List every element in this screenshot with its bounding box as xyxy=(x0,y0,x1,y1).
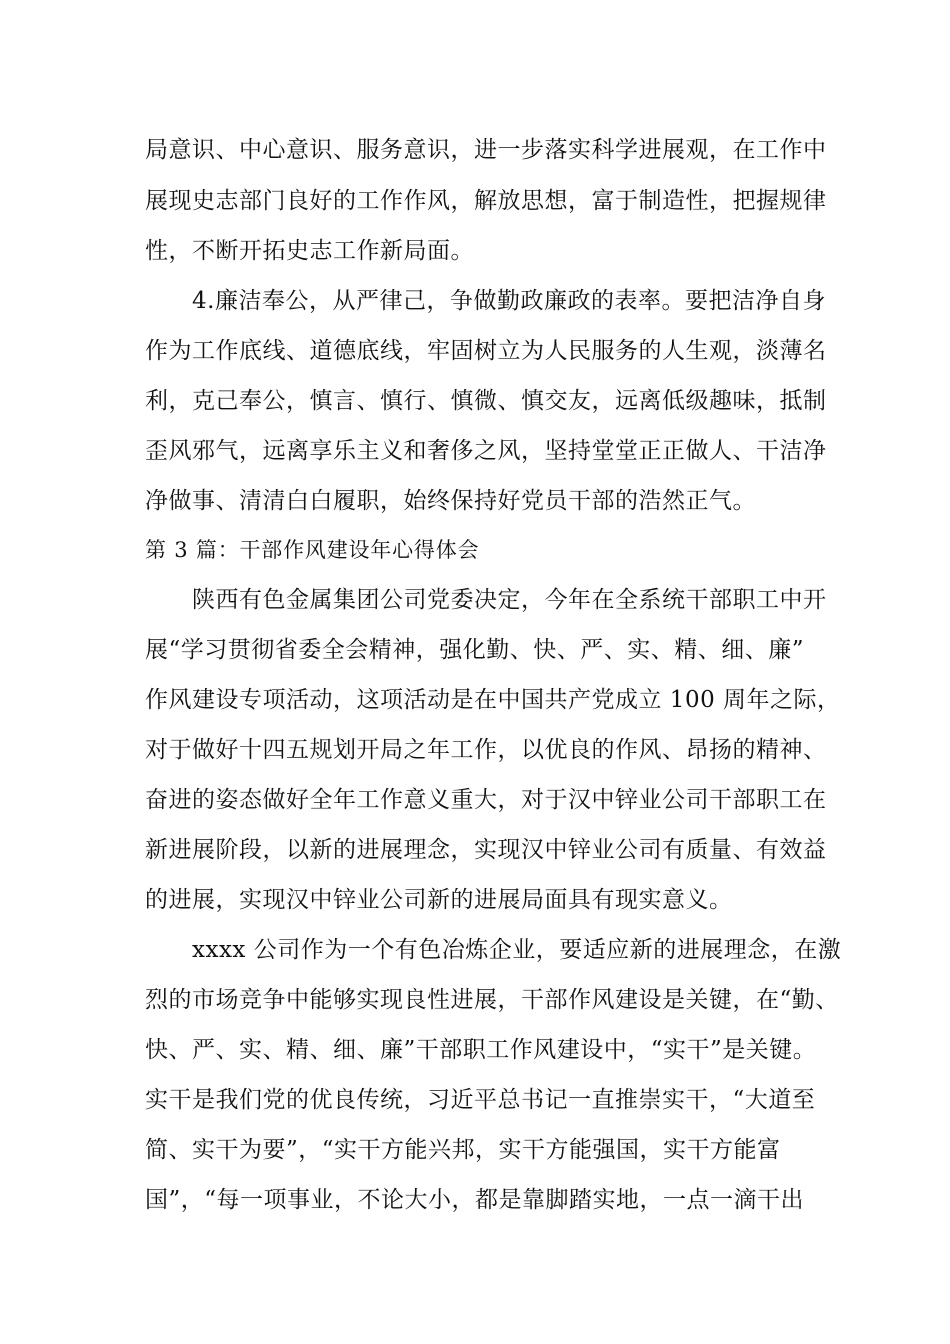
paragraph-line: 陕西有色金属集团公司党委决定，今年在全系统干部职工中开 xyxy=(192,587,827,613)
section-heading: 第 3 篇：干部作风建设年心得体会 xyxy=(145,538,480,562)
paragraph-line: 局意识、中心意识、服务意识，进一步落实科学进展观，在工作中 xyxy=(145,137,827,163)
paragraph-line: 作风建设专项活动，这项活动是在中国共产党成立 100 周年之际， xyxy=(145,687,841,713)
paragraph-line: 展“学习贯彻省委全会精神，强化勤、快、严、实、精、细、廉” xyxy=(145,637,805,663)
paragraph-line: 净做事、清清白白履职，始终保持好党员干部的浩然正气。 xyxy=(145,488,756,514)
paragraph-line: 对于做好十四五规划开局之年工作，以优良的作风、昂扬的精神、 xyxy=(145,737,827,763)
paragraph-line: 国”，“每一项事业，不论大小，都是靠脚踏实地，一点一滴干出 xyxy=(145,1187,805,1213)
paragraph-line: 快、严、实、精、细、廉”干部职工作风建设中，“实干”是关键。 xyxy=(145,1037,817,1063)
paragraph-line: 性，不断开拓史志工作新局面。 xyxy=(145,238,474,264)
paragraph-line: xxxx 公司作为一个有色冶炼企业，要适应新的进展理念，在激 xyxy=(192,937,842,963)
paragraph-line: 的进展，实现汉中锌业公司新的进展局面具有现实意义。 xyxy=(145,887,733,913)
paragraph-line: 新进展阶段，以新的进展理念，实现汉中锌业公司有质量、有效益 xyxy=(145,837,827,863)
paragraph-line: 简、实干为要”，“实干方能兴邦，实干方能强国，实干方能富 xyxy=(145,1137,781,1163)
paragraph-line: 展现史志部门良好的工作作风，解放思想，富于制造性，把握规律 xyxy=(145,188,827,214)
paragraph-line: 奋进的姿态做好全年工作意义重大，对于汉中锌业公司干部职工在 xyxy=(145,787,827,813)
paragraph-line: 实干是我们党的优良传统，习近平总书记一直推崇实干，“大道至 xyxy=(145,1087,816,1113)
paragraph-line: 歪风邪气，远离享乐主义和奢侈之风，坚持堂堂正正做人、干洁净 xyxy=(145,438,827,464)
paragraph-line: 作为工作底线、道德底线，牢固树立为人民服务的人生观，淡薄名 xyxy=(145,338,827,364)
paragraph-line: 利，克己奉公，慎言、慎行、慎微、慎交友，远离低级趣味，抵制 xyxy=(145,388,827,414)
paragraph-line: 烈的市场竞争中能够实现良性进展，干部作风建设是关键，在“勤、 xyxy=(145,987,839,1013)
paragraph-line: 4.廉洁奉公，从严律己，争做勤政廉政的表率。要把洁净自身 xyxy=(192,288,826,314)
